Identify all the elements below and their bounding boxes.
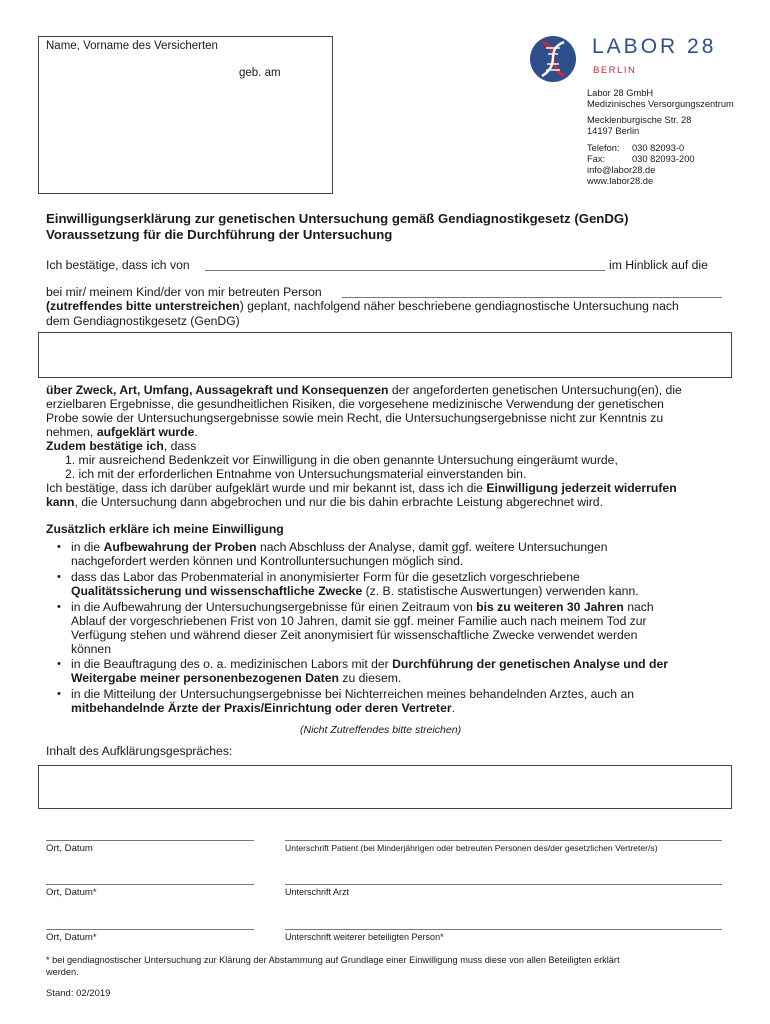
revocation-rest: , die Untersuchung dann abgebrochen und nur die bis dahin erbrachte Leistung abgerechnet wird. [74, 495, 603, 509]
place-date-line-3[interactable] [46, 929, 254, 930]
b4-line2 [71, 671, 401, 686]
purpose-p4-prefix: nehmen, [46, 425, 97, 439]
bullet-5: • [57, 688, 61, 700]
footnote-line1: * bei gendiagnostischer Untersuchung zur Klärung der Abstammung auf Grundlage einer Einwilligung muss diese von allen Beteiligten erklärt [46, 955, 620, 965]
b1-rest: nach Abschluss der Analyse, damit ggf. weitere Untersuchungen [256, 540, 608, 554]
address-email: info@labor28.de [587, 165, 656, 175]
confirm-line3-rest: ) geplant, nachfolgend näher beschriebene gendiagnostische Untersuchung nach [239, 299, 679, 313]
footnote-line2: werden. [46, 967, 79, 977]
address-zip-city: 14197 Berlin [587, 126, 640, 136]
address-phone-label: Telefon: [587, 143, 620, 153]
revocation-bold: Einwilligung jederzeit widerrufen [486, 481, 677, 495]
place-date-label-3: Ort, Datum* [46, 932, 97, 943]
place-date-label-1: Ort, Datum [46, 843, 93, 854]
confirm-line2: bei mir/ meinem Kind/der von mir betreuten Person [46, 285, 322, 299]
b3-prefix: in die Aufbewahrung der Untersuchungsergebnisse für einen Zeitraum von [71, 600, 477, 614]
consent-storage-samples[interactable] [71, 540, 608, 555]
address-company: Labor 28 GmbH [587, 88, 654, 98]
b2-bold: Qualitätssicherung und wissenschaftliche Zwecke [71, 584, 363, 598]
purpose-p4-suffix: . [194, 425, 198, 439]
purpose-item-1: 1. mir ausreichend Bedenkzeit vor Einwilligung in die oben genannte Untersuchung eingeräumt wurde, [65, 453, 618, 467]
strike-note: (Nicht Zutreffendes bitte streichen) [300, 724, 462, 736]
b3-line3: Verfügung stehen und während dieser Zeit anonymisiert für wissenschaftliche Zwecke verwendet werden [71, 628, 638, 642]
bullet-4: • [57, 658, 61, 670]
address-street: Mecklenburgische Str. 28 [587, 115, 692, 125]
b2-line2 [71, 584, 639, 599]
confirm-line4: dem Gendiagnostikgesetz (GenDG) [46, 314, 240, 328]
consent-result-notification[interactable]: in die Mitteilung der Untersuchungsergebnisse bei Nichterreichen meines behandelnden Arztes, auch an [71, 687, 634, 701]
bullet-2: • [57, 571, 61, 583]
purpose-rest-1: der angeforderten genetischen Untersuchung(en), die [388, 383, 682, 397]
address-web: www.labor28.de [587, 176, 654, 186]
b5-suffix: . [451, 701, 456, 715]
address-phone: 030 82093-0 [632, 143, 685, 153]
doctor-name-field[interactable] [205, 270, 605, 271]
purpose-line3: Probe sowie der Untersuchungsergebnisse sowie mein Recht, die Untersuchungsergebnisse nicht zur Kenntnis zu [46, 411, 664, 425]
additional-heading: Zusätzlich erkläre ich meine Einwilligung [46, 522, 284, 536]
document-title-line2: Voraussetzung für die Durchführung der Untersuchung [46, 227, 393, 242]
examination-description-box[interactable] [38, 332, 732, 378]
b4-rest: zu diesem. [338, 671, 402, 685]
revocation-line1 [46, 481, 677, 496]
other-signature-label: Unterschrift weiterer beteiligten Person* [285, 932, 444, 942]
confirm-line3 [46, 299, 679, 314]
stand-date: Stand: 02/2019 [46, 988, 111, 999]
revocation-bold-2: kann [46, 495, 75, 509]
purpose-item-2: 2. ich mit der erforderlichen Entnahme von Untersuchungsmaterial einverstanden bin. [65, 467, 527, 481]
b1-line2: nachgefordert werden können und Kontrolluntersuchungen möglich sind. [71, 554, 464, 568]
b5-bold: mitbehandelnde Ärzte der Praxis/Einrichtung oder deren Vertreter [71, 701, 452, 715]
doctor-signature-label: Unterschrift Arzt [285, 887, 350, 897]
patient-signature-line[interactable] [285, 840, 722, 841]
dna-logo-icon [528, 34, 578, 84]
revocation-line2 [46, 495, 603, 510]
insured-name-label: Name, Vorname des Versicherten [46, 40, 218, 52]
purpose-p4-bold: aufgeklärt wurde [96, 425, 195, 439]
bullet-1: • [57, 541, 61, 553]
purpose-p5-bold: Zudem bestätige ich [46, 439, 164, 453]
b4-bold: Durchführung der genetischen Analyse und der [392, 657, 668, 671]
address-fax: 030 82093-200 [632, 154, 695, 164]
doctor-signature-line[interactable] [285, 884, 722, 885]
address-fax-label: Fax: [587, 154, 606, 164]
b5-line2 [71, 701, 455, 716]
consent-lab-commission[interactable] [71, 657, 668, 672]
other-signature-line[interactable] [285, 929, 722, 930]
b3-line4: können [71, 642, 111, 656]
purpose-line4 [46, 425, 198, 440]
purpose-line5 [46, 439, 196, 454]
bullet-3: • [57, 601, 61, 613]
logo-city-text: BERLIN [593, 65, 637, 76]
purpose-line2: erzielbaren Ergebnisse, die gesundheitlichen Risiken, die vorgesehene medizinische Verwendung der genetischen [46, 397, 664, 411]
revocation-prefix: Ich bestätige, dass ich darüber aufgeklärt wurde und mir bekannt ist, dass ich die [46, 481, 487, 495]
address-subtitle: Medizinisches Versorgungszentrum [587, 99, 734, 109]
place-date-label-2: Ort, Datum* [46, 887, 97, 898]
consultation-label: Inhalt des Aufklärungsgespräches: [46, 744, 233, 758]
consultation-content-box[interactable] [38, 765, 732, 809]
logo-brand-text: LABOR 28 [592, 35, 717, 58]
b1-prefix: in die [71, 540, 104, 554]
b3-bold: bis zu weiteren 30 Jahren [476, 600, 624, 614]
place-date-line-1[interactable] [46, 840, 254, 841]
purpose-bold-1: über Zweck, Art, Umfang, Aussagekraft und Konsequenzen [46, 383, 389, 397]
patient-signature-label: Unterschrift Patient (bei Minderjährigen oder betreuten Personen des/der gesetzlichen Vertreter/s) [285, 843, 658, 853]
b2-rest: (z. B. statistische Auswertungen) verwenden kann. [362, 584, 639, 598]
consent-quality-assurance[interactable]: dass das Labor das Probenmaterial in anonymisierter Form für die gesetzlich vorgeschriebene [71, 570, 580, 584]
consent-storage-results[interactable] [71, 600, 654, 615]
b3-line2: Ablauf der vorgeschriebenen Frist von 10 Jahren, damit sie ggf. meiner Familie auch nach meinem Tod zur [71, 614, 647, 628]
insured-person-box[interactable] [38, 36, 333, 194]
place-date-line-2[interactable] [46, 884, 254, 885]
confirm-prefix: Ich bestätige, dass ich von [46, 258, 190, 272]
purpose-line1 [46, 383, 682, 398]
confirm-underline-instruction: (zutreffendes bitte unterstreichen [46, 299, 240, 313]
b4-prefix: in die Beauftragung des o. a. medizinischen Labors mit der [71, 657, 393, 671]
b1-bold: Aufbewahrung der Proben [103, 540, 257, 554]
confirm-suffix: im Hinblick auf die [609, 258, 708, 272]
b4-bold2: Weitergabe meiner personenbezogenen Daten [71, 671, 339, 685]
document-title-line1: Einwilligungserklärung zur genetischen Untersuchung gemäß Gendiagnostikgesetz (GenDG) [46, 211, 629, 226]
person-field[interactable] [342, 297, 722, 298]
labor28-logo [528, 34, 728, 84]
b3-suffix: nach [623, 600, 654, 614]
purpose-p5-rest: , dass [163, 439, 197, 453]
insured-dob-label: geb. am [239, 67, 281, 79]
